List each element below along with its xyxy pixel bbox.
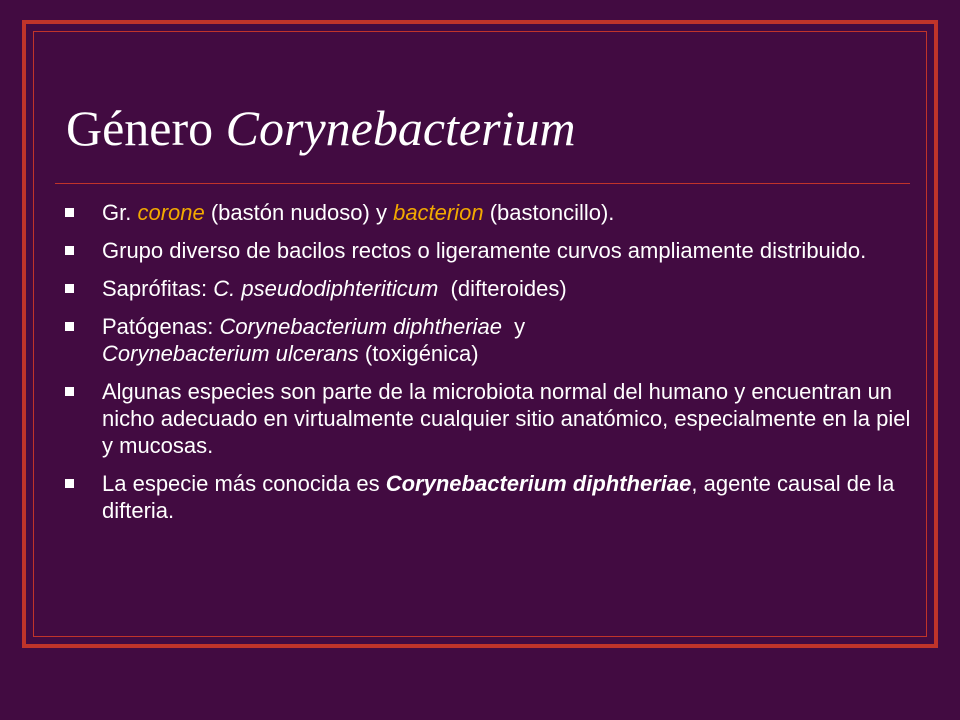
bullet-text: (difteroides) — [438, 276, 567, 301]
bullet-description — [62, 237, 912, 264]
bullet-etymology — [62, 199, 912, 226]
term-corone: corone — [137, 200, 205, 225]
bullet-text: Grupo diverso de bacilos rectos o ligeramente curvos ampliamente distribuido. — [102, 238, 867, 263]
bullet-list — [62, 199, 912, 535]
bullet-square-icon — [65, 208, 74, 217]
title-divider — [55, 183, 910, 184]
bullet-best-known — [62, 470, 912, 524]
bullet-square-icon — [65, 246, 74, 255]
bullet-square-icon — [65, 284, 74, 293]
bullet-text: Gr. — [102, 200, 138, 225]
slide-title — [66, 98, 576, 158]
bullet-text: (bastón nudoso) y — [204, 200, 394, 225]
species-name: C. pseudodiphteriticum — [213, 276, 439, 301]
bullet-text: La especie más conocida es — [102, 471, 386, 496]
bullet-square-icon — [65, 322, 74, 331]
bullet-text: Algunas especies son parte de la microbiota normal del humano y encuentran un nicho adecuado en virtualmente cualquier sitio anatómico, especialmente en la piel y mucosas. — [102, 379, 911, 458]
bullet-saprophytes — [62, 275, 912, 302]
title-genus-label: Género — [66, 100, 226, 156]
bullet-text: Saprófitas: — [102, 276, 214, 301]
bullet-text: y — [501, 314, 532, 339]
term-bacterion: bacterion — [393, 200, 484, 225]
species-name: Corynebacterium diphtheriae — [385, 471, 692, 496]
species-name: Corynebacterium ulcerans — [102, 341, 359, 366]
bullet-text: , agente causal de la difteria. — [102, 471, 895, 523]
bullet-square-icon — [65, 387, 74, 396]
bullet-microbiota — [62, 378, 912, 459]
bullet-text: Patógenas: — [102, 314, 220, 339]
species-name: Corynebacterium diphtheriae — [219, 314, 502, 339]
bullet-square-icon — [65, 479, 74, 488]
bullet-text: (toxigénica) — [358, 341, 479, 366]
bullet-text: (bastoncillo). — [483, 200, 615, 225]
bullet-pathogens — [62, 313, 912, 367]
title-genus-name: Corynebacterium — [225, 100, 576, 156]
